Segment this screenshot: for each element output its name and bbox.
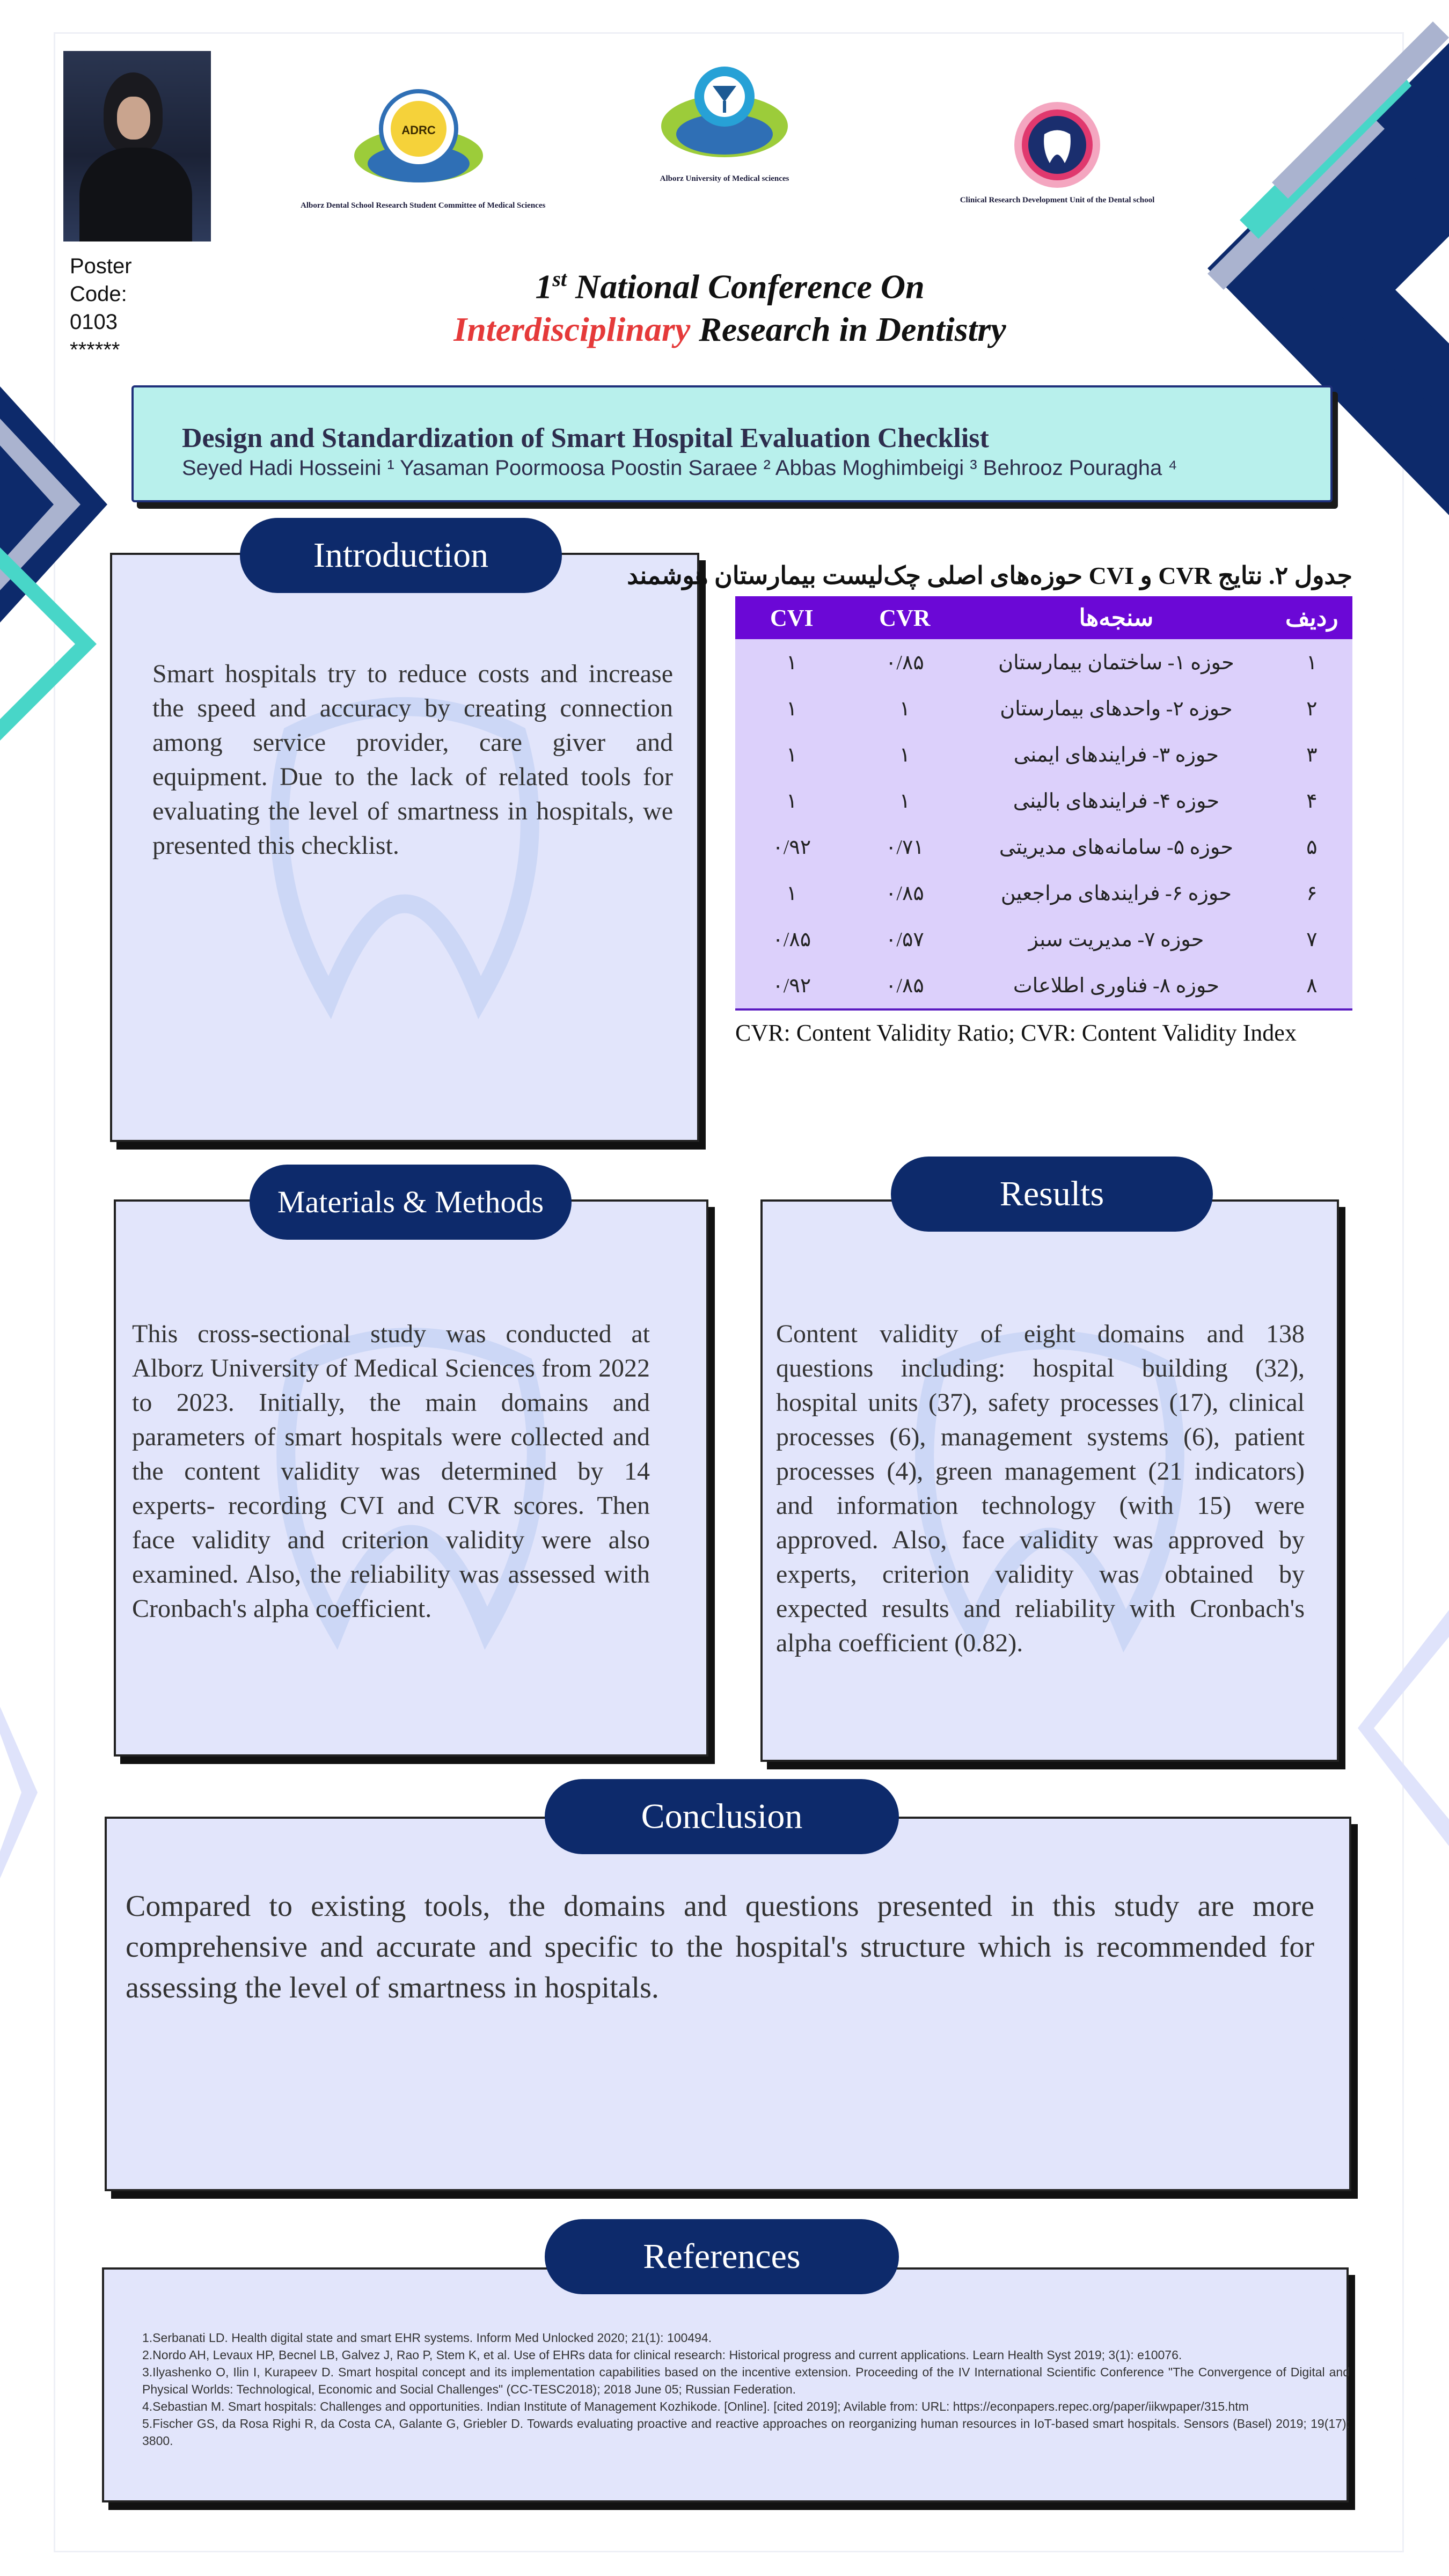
table-row [735,685,1352,731]
table-cell: حوزه ۱- ساختمان بیمارستان [961,639,1271,685]
table-header-cvr: CVR [848,596,962,639]
reference-item: 3.Ilyashenko O, Ilin I, Kurapeev D. Smart hospital concept and its implementation capabilities based on the incentive extension. Proceeding of the IV International Scientific Conference "The Convergence of Digital and Physical Worlds: Technological, Economic and Social Challenges" (CC-TESC2018); 2018 June 05; Russian Federation. [142,2365,1350,2396]
conference-title-line2 [354,308,1106,351]
table-cell: حوزه ۳- فرایندهای ایمنی [961,731,1271,778]
conclusion-heading: Conclusion [545,1779,899,1854]
logo-caption: Clinical Research Development Unit of the Dental school [960,196,1155,204]
reference-item: 4.Sebastian M. Smart hospitals: Challenges and opportunities. Indian Institute of Management Kozhikode. [Online]. [cited 2019]; Avilable from: URL: https://econpapers.repec.org/paper/iikwpaper/315.htm [142,2399,1249,2413]
table-cell: ۷ [1271,916,1352,962]
table-cell: حوزه ۴- فرایندهای بالینی [961,778,1271,824]
methods-panel [114,1199,708,1757]
poster-code-line: Poster [70,254,132,278]
chevron-decoration-left [0,386,107,751]
poster-code-number: 0103 [70,310,118,334]
references-list [142,2329,1350,2449]
table-cell: حوزه ۵- سامانه‌های مدیریتی [961,824,1271,870]
results-panel [760,1199,1339,1762]
results-text: Content validity of eight domains and 138 questions including: hospital building (32), hospital units (37), safety processes (17), clinical processes (6), management systems (6), patient processes (4), green management (21 indicators) and information technology (with 15) were approved. Also, face validity was approved by experts, criterion validity was obtained by expected results and reliability with Cronbach's alpha coefficient (0.82). [776,1320,1305,1657]
table-cell: ۱ [735,639,848,685]
tooth-logo-icon [349,75,488,199]
table-row [735,778,1352,824]
table-caption: جدول ۲. نتایج CVR و CVI حوزه‌های اصلی چک‌لیست بیمارستان هوشمند [627,562,1352,589]
conference-title-text: National Conference On [567,267,925,306]
table-cell: ۰/۸۵ [848,639,962,685]
conference-number: 1 [535,267,553,306]
reference-item: 1.Serbanati LD. Health digital state and smart EHR systems. Inform Med Unlocked 2020; 21(1): 100494. [142,2331,712,2345]
conference-title-line1 [354,258,1106,308]
tooth-seal-icon [1009,97,1106,193]
table-row [735,870,1352,916]
table-cell: ۴ [1271,778,1352,824]
table-cell: ۱ [848,778,962,824]
table-cell: ۲ [1271,685,1352,731]
references-heading: References [545,2219,899,2294]
table-cell: ۸ [1271,962,1352,1009]
paper-title-box [131,385,1333,502]
poster-code-stars: ****** [70,338,120,362]
table-cell: ۰/۹۲ [735,824,848,870]
reference-item: 5.Fischer GS, da Rosa Righi R, da Costa CA, Galante G, Griebler D. Towards evaluating proactive and reactive approaches on reorganizing human resources in IoT-based smart hospitals. Sensors (Basel) 2019; 19(17): 3800. [142,2417,1350,2448]
table-cell: ۰/۹۲ [735,962,848,1009]
conference-title [354,258,1106,351]
table-cell: ۰/۸۵ [848,870,962,916]
table-row [735,916,1352,962]
table-cell: ۱ [735,870,848,916]
chevron-decoration-right-faint [1358,1610,1449,1846]
conference-title-text: Research in Dentistry [690,310,1006,349]
table-cell: ۱ [1271,639,1352,685]
introduction-panel [110,553,699,1142]
introduction-heading: Introduction [240,518,562,593]
poster-code-line: Code: [70,282,127,306]
table-header-cvi: CVI [735,596,848,639]
logo-caption: Alborz University of Medical sciences [660,174,789,183]
introduction-text: Smart hospitals try to reduce costs and increase the speed and accuracy by creating connection among service provider, care giver and equipment. Due to the lack of related tools for evaluating the level of smartness in hospitals, we presented this checklist. [152,660,673,860]
cvr-cvi-table-section [627,561,1352,1046]
conclusion-panel [105,1817,1351,2191]
logo-badge-text: ADRC [401,123,436,137]
table-cell: ۱ [848,685,962,731]
table-cell: ۱ [735,731,848,778]
table-cell: ۰/۵۷ [848,916,962,962]
chalice-logo-icon [655,59,794,172]
poster-code [70,252,177,364]
table-header-measures: سنجه‌ها [961,596,1271,639]
table-cell: حوزه ۶- فرایندهای مراجعین [961,870,1271,916]
author-photo [63,51,211,241]
table-cell: حوزه ۷- مدیریت سبز [961,916,1271,962]
conference-ordinal: st [552,267,567,291]
table-header-row-number: ردیف [1271,596,1352,639]
paper-authors: Seyed Hadi Hosseini ¹ Yasaman Poormoosa Poostin Saraee ² Abbas Moghimbeigi ³ Behrooz Pouragha ⁴ [182,456,1177,480]
cvr-cvi-table [735,596,1352,1011]
table-cell: ۶ [1271,870,1352,916]
conclusion-text: Compared to existing tools, the domains and questions presented in this study are more comprehensive and accurate and specific to the hospital's structure which is recommended for assessing the level of smartness in hospitals. [126,1890,1314,2004]
table-row [735,824,1352,870]
table-cell: ۰/۷۱ [848,824,962,870]
table-cell: ۱ [735,778,848,824]
reference-item: 2.Nordo AH, Levaux HP, Becnel LB, Galvez J, Rao P, Stem K, et al. Use of EHRs data for clinical research: Historical progress and current applications. Learn Health Syst 2019; 3(1): e10076. [142,2348,1182,2362]
logo-dental-research-committee [301,75,546,210]
table-row [735,962,1352,1009]
table-row [735,731,1352,778]
methods-text: This cross-sectional study was conducted at Alborz University of Medical Sciences from 2022 to 2023. Initially, the main domains and parameters of smart hospitals were collected and the content validity was determined by 14 experts- recording CVI and CVR scores. Then face validity and criterion validity were also examined. Also, the reliability was assessed with Cronbach's alpha coefficient. [132,1320,650,1623]
logo-alborz-university [596,59,853,184]
conference-highlight-word: Interdisciplinary [453,310,691,349]
results-heading: Results [891,1157,1213,1232]
logo-caption: Alborz Dental School Research Student Committee of Medical Sciences [301,201,546,210]
table-cell: ۱ [735,685,848,731]
logo-clinical-research-unit [945,97,1170,205]
methods-heading: Materials & Methods [250,1165,572,1240]
table-cell: ۰/۸۵ [735,916,848,962]
chevron-decoration-left-faint [0,1707,43,1878]
table-cell: ۵ [1271,824,1352,870]
table-footnote: CVR: Content Validity Ratio; CVR: Content Validity Index [735,1020,1297,1046]
table-cell: حوزه ۲- واحدهای بیمارستان [961,685,1271,731]
table-row [735,639,1352,685]
table-cell: ۰/۸۵ [848,962,962,1009]
table-cell: ۳ [1271,731,1352,778]
table-cell: ۱ [848,731,962,778]
paper-title: Design and Standardization of Smart Hospital Evaluation Checklist [182,423,989,453]
table-cell: حوزه ۸- فناوری اطلاعات [961,962,1271,1009]
